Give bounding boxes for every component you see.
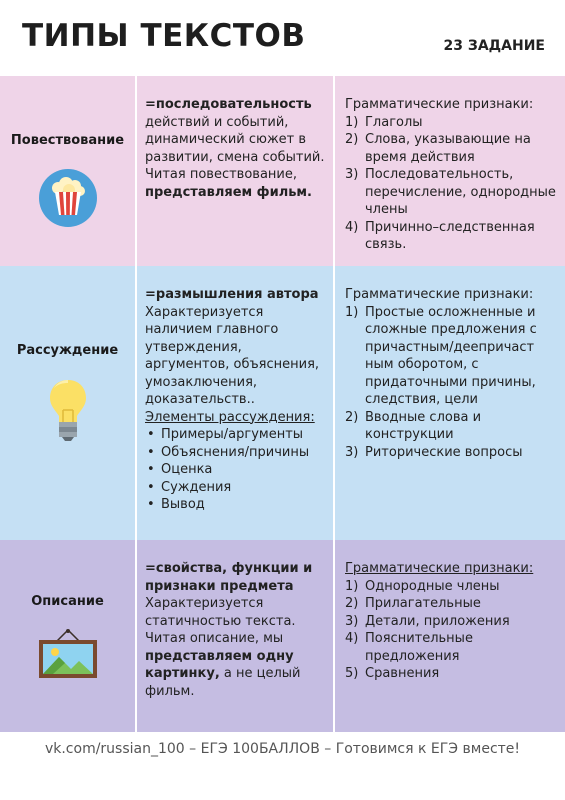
- description-text: Характеризуется статичностью текста. Читая описание, мы: [145, 596, 296, 646]
- item-text: Последовательность, перечисление, однородные члены: [365, 167, 556, 217]
- type-name: Рассуждение: [16, 343, 119, 358]
- description-tail: а не целый фильм.: [145, 666, 301, 699]
- description-cell: [137, 76, 335, 266]
- list-item: • Суждения: [145, 479, 327, 497]
- type-name: Повествование: [10, 133, 125, 148]
- item-number: 3): [345, 444, 359, 460]
- grammar-title: Грамматические признаки:: [345, 561, 534, 576]
- popcorn-icon: [38, 168, 98, 232]
- list-item: [345, 595, 559, 613]
- item-number: 1): [345, 114, 359, 130]
- item-text: Детали, приложения: [365, 613, 510, 629]
- item-number: 2): [345, 596, 359, 611]
- row-description: [0, 540, 565, 732]
- list-item: [345, 304, 559, 409]
- item-number: 4): [345, 631, 359, 646]
- item-text: Пояснительные предложения: [365, 631, 473, 664]
- item-text: Слова, указывающие на время действия: [365, 132, 531, 165]
- item-number: 5): [345, 666, 359, 681]
- description-text: действий и событий, динамический сюжет в развитии, смена событий. Читая повествование,: [145, 114, 325, 182]
- description-body: [145, 595, 327, 700]
- grammar-title: Грамматические признаки:: [345, 287, 534, 302]
- text-types-table: [0, 76, 565, 732]
- framed-picture-icon: [37, 629, 99, 683]
- footer-credit: vk.com/russian_100 – ЕГЭ 100БАЛЛОВ – Готовимся к ЕГЭ вместе!: [44, 741, 521, 757]
- item-number: 3): [345, 613, 359, 629]
- grammar-list: [345, 578, 559, 683]
- elements-list: [145, 426, 327, 514]
- type-cell: [0, 76, 137, 266]
- item-text: Сравнения: [365, 666, 440, 681]
- type-cell: [0, 540, 137, 732]
- item-number: 1): [345, 578, 359, 594]
- type-cell: [0, 266, 137, 540]
- page-title: ТИПЫ ТЕКСТОВ: [22, 18, 306, 54]
- task-number: 23 ЗАДАНИЕ: [443, 38, 545, 54]
- item-number: 3): [345, 167, 359, 182]
- list-item: [345, 219, 559, 254]
- description-lead: =последовательность: [145, 97, 312, 112]
- list-item: [345, 409, 559, 444]
- item-text: Вводные слова и конструкции: [365, 409, 482, 442]
- item-text: Простые осложненные и сложные предложения с причастным/деепричаст ным оборотом, с придаточными причины, следствия, цели: [365, 304, 537, 407]
- type-name: Описание: [31, 594, 104, 609]
- list-item: • Примеры/аргументы: [145, 426, 327, 444]
- item-text: Риторические вопросы: [365, 444, 523, 460]
- grammar-cell: [335, 540, 565, 732]
- description-lead: =свойства, функции и признаки предмета: [145, 561, 313, 594]
- item-text: Однородные члены: [365, 578, 500, 594]
- list-item: • Вывод: [145, 496, 327, 514]
- description-body: [145, 114, 327, 202]
- description-cell: [137, 266, 335, 540]
- list-item: [345, 444, 559, 462]
- item-number: 2): [345, 409, 359, 425]
- list-item: [345, 578, 559, 596]
- description-emphasis: представляем одну картинку,: [145, 648, 294, 681]
- grammar-list: [345, 304, 559, 462]
- description-lead: =размышления автора: [145, 287, 319, 302]
- list-item: [345, 131, 559, 166]
- list-item: • Объяснения/причины: [145, 444, 327, 462]
- list-item: [345, 630, 559, 665]
- grammar-cell: [335, 76, 565, 266]
- list-item: • Оценка: [145, 461, 327, 479]
- grammar-title: Грамматические признаки:: [345, 97, 534, 112]
- item-text: Глаголы: [365, 114, 423, 130]
- item-text: Причинно–следственная связь.: [365, 219, 535, 252]
- item-number: 2): [345, 132, 359, 147]
- row-narration: [0, 76, 565, 266]
- item-number: 1): [345, 304, 359, 320]
- grammar-cell: [335, 266, 565, 540]
- list-item: [345, 613, 559, 631]
- row-reasoning: [0, 266, 565, 540]
- item-text: Прилагательные: [365, 596, 481, 611]
- description-emphasis: представляем фильм.: [145, 184, 312, 200]
- list-item: [345, 665, 559, 683]
- list-item: [345, 114, 559, 132]
- grammar-list: [345, 114, 559, 254]
- lightbulb-icon: [48, 378, 88, 446]
- item-number: 4): [345, 219, 359, 235]
- list-item: [345, 166, 559, 219]
- description-cell: [137, 540, 335, 732]
- elements-title: Элементы рассуждения:: [145, 409, 315, 425]
- description-body: Характеризуется наличием главного утверждения, аргументов, объяснения, умозаключения, доказательств..: [145, 304, 320, 407]
